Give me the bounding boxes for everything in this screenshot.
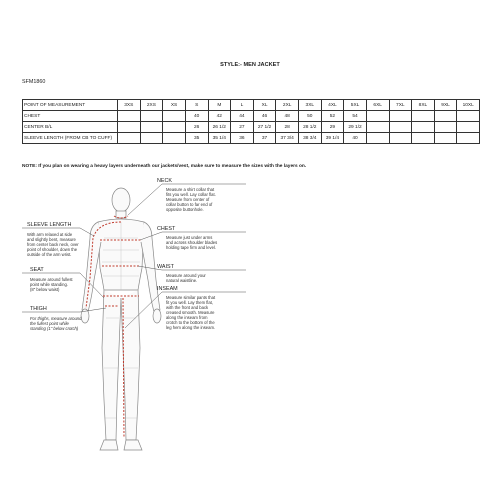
table-cell: 44 xyxy=(231,111,254,122)
table-cell: 52 xyxy=(321,111,344,122)
header-size: 8XL xyxy=(412,100,435,111)
table-cell xyxy=(118,122,141,133)
table-cell: 35 xyxy=(185,133,208,144)
sleeve-length-description: With arm relaxed at side and slightly bent, measure from center back neck, over point of shoulder, down the outside of the arm wrist. xyxy=(27,232,79,257)
header-size: 2XL xyxy=(276,100,299,111)
table-cell: 26 xyxy=(185,122,208,133)
table-cell xyxy=(118,133,141,144)
table-cell xyxy=(434,122,457,133)
measurement-guide xyxy=(0,178,500,478)
table-cell xyxy=(163,111,186,122)
neck-label: NECK xyxy=(157,178,172,184)
table-cell: 40 xyxy=(185,111,208,122)
header-size: XS xyxy=(163,100,186,111)
header-size: M xyxy=(208,100,231,111)
waist-description: Measure around your natural waistline. xyxy=(166,273,206,283)
table-cell xyxy=(412,111,435,122)
header-size: 5XL xyxy=(344,100,367,111)
size-chart-table xyxy=(22,99,480,144)
header-size: S xyxy=(185,100,208,111)
table-cell: 37 xyxy=(253,133,276,144)
table-row xyxy=(23,111,480,122)
table-row xyxy=(23,133,480,144)
table-cell: 46 xyxy=(253,111,276,122)
table-cell: 28 xyxy=(276,122,299,133)
table-cell xyxy=(163,122,186,133)
table-cell xyxy=(434,111,457,122)
table-cell xyxy=(389,133,412,144)
header-size: 9XL xyxy=(434,100,457,111)
inseam-label: INSEAM xyxy=(157,286,178,292)
thigh-label: THIGH xyxy=(30,306,47,312)
row-label: CHEST xyxy=(23,111,118,122)
table-cell xyxy=(389,111,412,122)
table-cell xyxy=(118,111,141,122)
header-size: XL xyxy=(253,100,276,111)
table-cell xyxy=(163,133,186,144)
table-cell: 29 1/2 xyxy=(344,122,367,133)
header-size: 3XS xyxy=(118,100,141,111)
style-code: SFM1860 xyxy=(22,79,46,85)
style-title: STYLE:- MEN JACKET xyxy=(220,62,280,68)
header-size: L xyxy=(231,100,254,111)
header-size: 6XL xyxy=(366,100,389,111)
header-size: 3XL xyxy=(299,100,322,111)
table-cell: 39 1/4 xyxy=(321,133,344,144)
table-cell: 50 xyxy=(299,111,322,122)
row-label: CENTER B/L xyxy=(23,122,118,133)
table-cell xyxy=(457,133,480,144)
table-cell: 54 xyxy=(344,111,367,122)
inseam-description: Measure similar pants that fit you well. Lay them flat, with the front and back creased smooth. Measure along the inseam from crotch to the bottom of the leg hem along the inseam. xyxy=(166,295,216,330)
table-cell xyxy=(434,133,457,144)
seat-label: SEAT xyxy=(30,267,44,273)
table-cell: 26 1/2 xyxy=(208,122,231,133)
header-size: 4XL xyxy=(321,100,344,111)
table-cell: 27 xyxy=(231,122,254,133)
header-size: 7XL xyxy=(389,100,412,111)
table-cell xyxy=(457,111,480,122)
thigh-description: For thighs, measure around the fullest point while standing (1" below crotch) xyxy=(30,316,82,331)
header-size: 2XS xyxy=(140,100,163,111)
table-cell xyxy=(412,122,435,133)
table-cell: 37 3/4 xyxy=(276,133,299,144)
row-label: SLEEVE LENGTH (FROM CB TO CUFF) xyxy=(23,133,118,144)
sleeve-length-label: SLEEVE LENGTH xyxy=(27,222,72,228)
table-cell xyxy=(389,122,412,133)
table-cell xyxy=(412,133,435,144)
table-cell xyxy=(366,111,389,122)
seat-description: Measure around fullest point while standing. (8" below waist) xyxy=(30,277,73,292)
table-header-row xyxy=(23,100,480,111)
table-cell: 40 xyxy=(344,133,367,144)
table-cell xyxy=(366,133,389,144)
table-cell: 42 xyxy=(208,111,231,122)
table-cell xyxy=(140,122,163,133)
neck-description: Measure a shirt collar that fits you well. Lay collar flat. Measure from center of collar button to far end of opposite buttonhole. xyxy=(166,187,216,212)
table-cell: 29 xyxy=(321,122,344,133)
header-point-of-measurement: POINT OF MEASUREMENT xyxy=(23,100,118,111)
table-cell: 48 xyxy=(276,111,299,122)
table-cell: 36 xyxy=(231,133,254,144)
table-cell: 27 1/2 xyxy=(253,122,276,133)
table-cell: 35 1/4 xyxy=(208,133,231,144)
table-row xyxy=(23,122,480,133)
header-size: 10XL xyxy=(457,100,480,111)
table-cell: 28 1/2 xyxy=(299,122,322,133)
table-cell xyxy=(140,133,163,144)
table-cell xyxy=(457,122,480,133)
table-cell: 38 3/4 xyxy=(299,133,322,144)
chest-description: Measure just under arms and across shoulder blades holding tape firm and level. xyxy=(166,235,218,250)
table-cell xyxy=(140,111,163,122)
layering-note: NOTE: If you plan on wearing a heavy layers underneath our jackets/vest, make sure to measure the sizes with the layers on. xyxy=(22,164,307,169)
waist-label: WAIST xyxy=(157,264,174,270)
chest-label: CHEST xyxy=(157,226,176,232)
table-cell xyxy=(366,122,389,133)
